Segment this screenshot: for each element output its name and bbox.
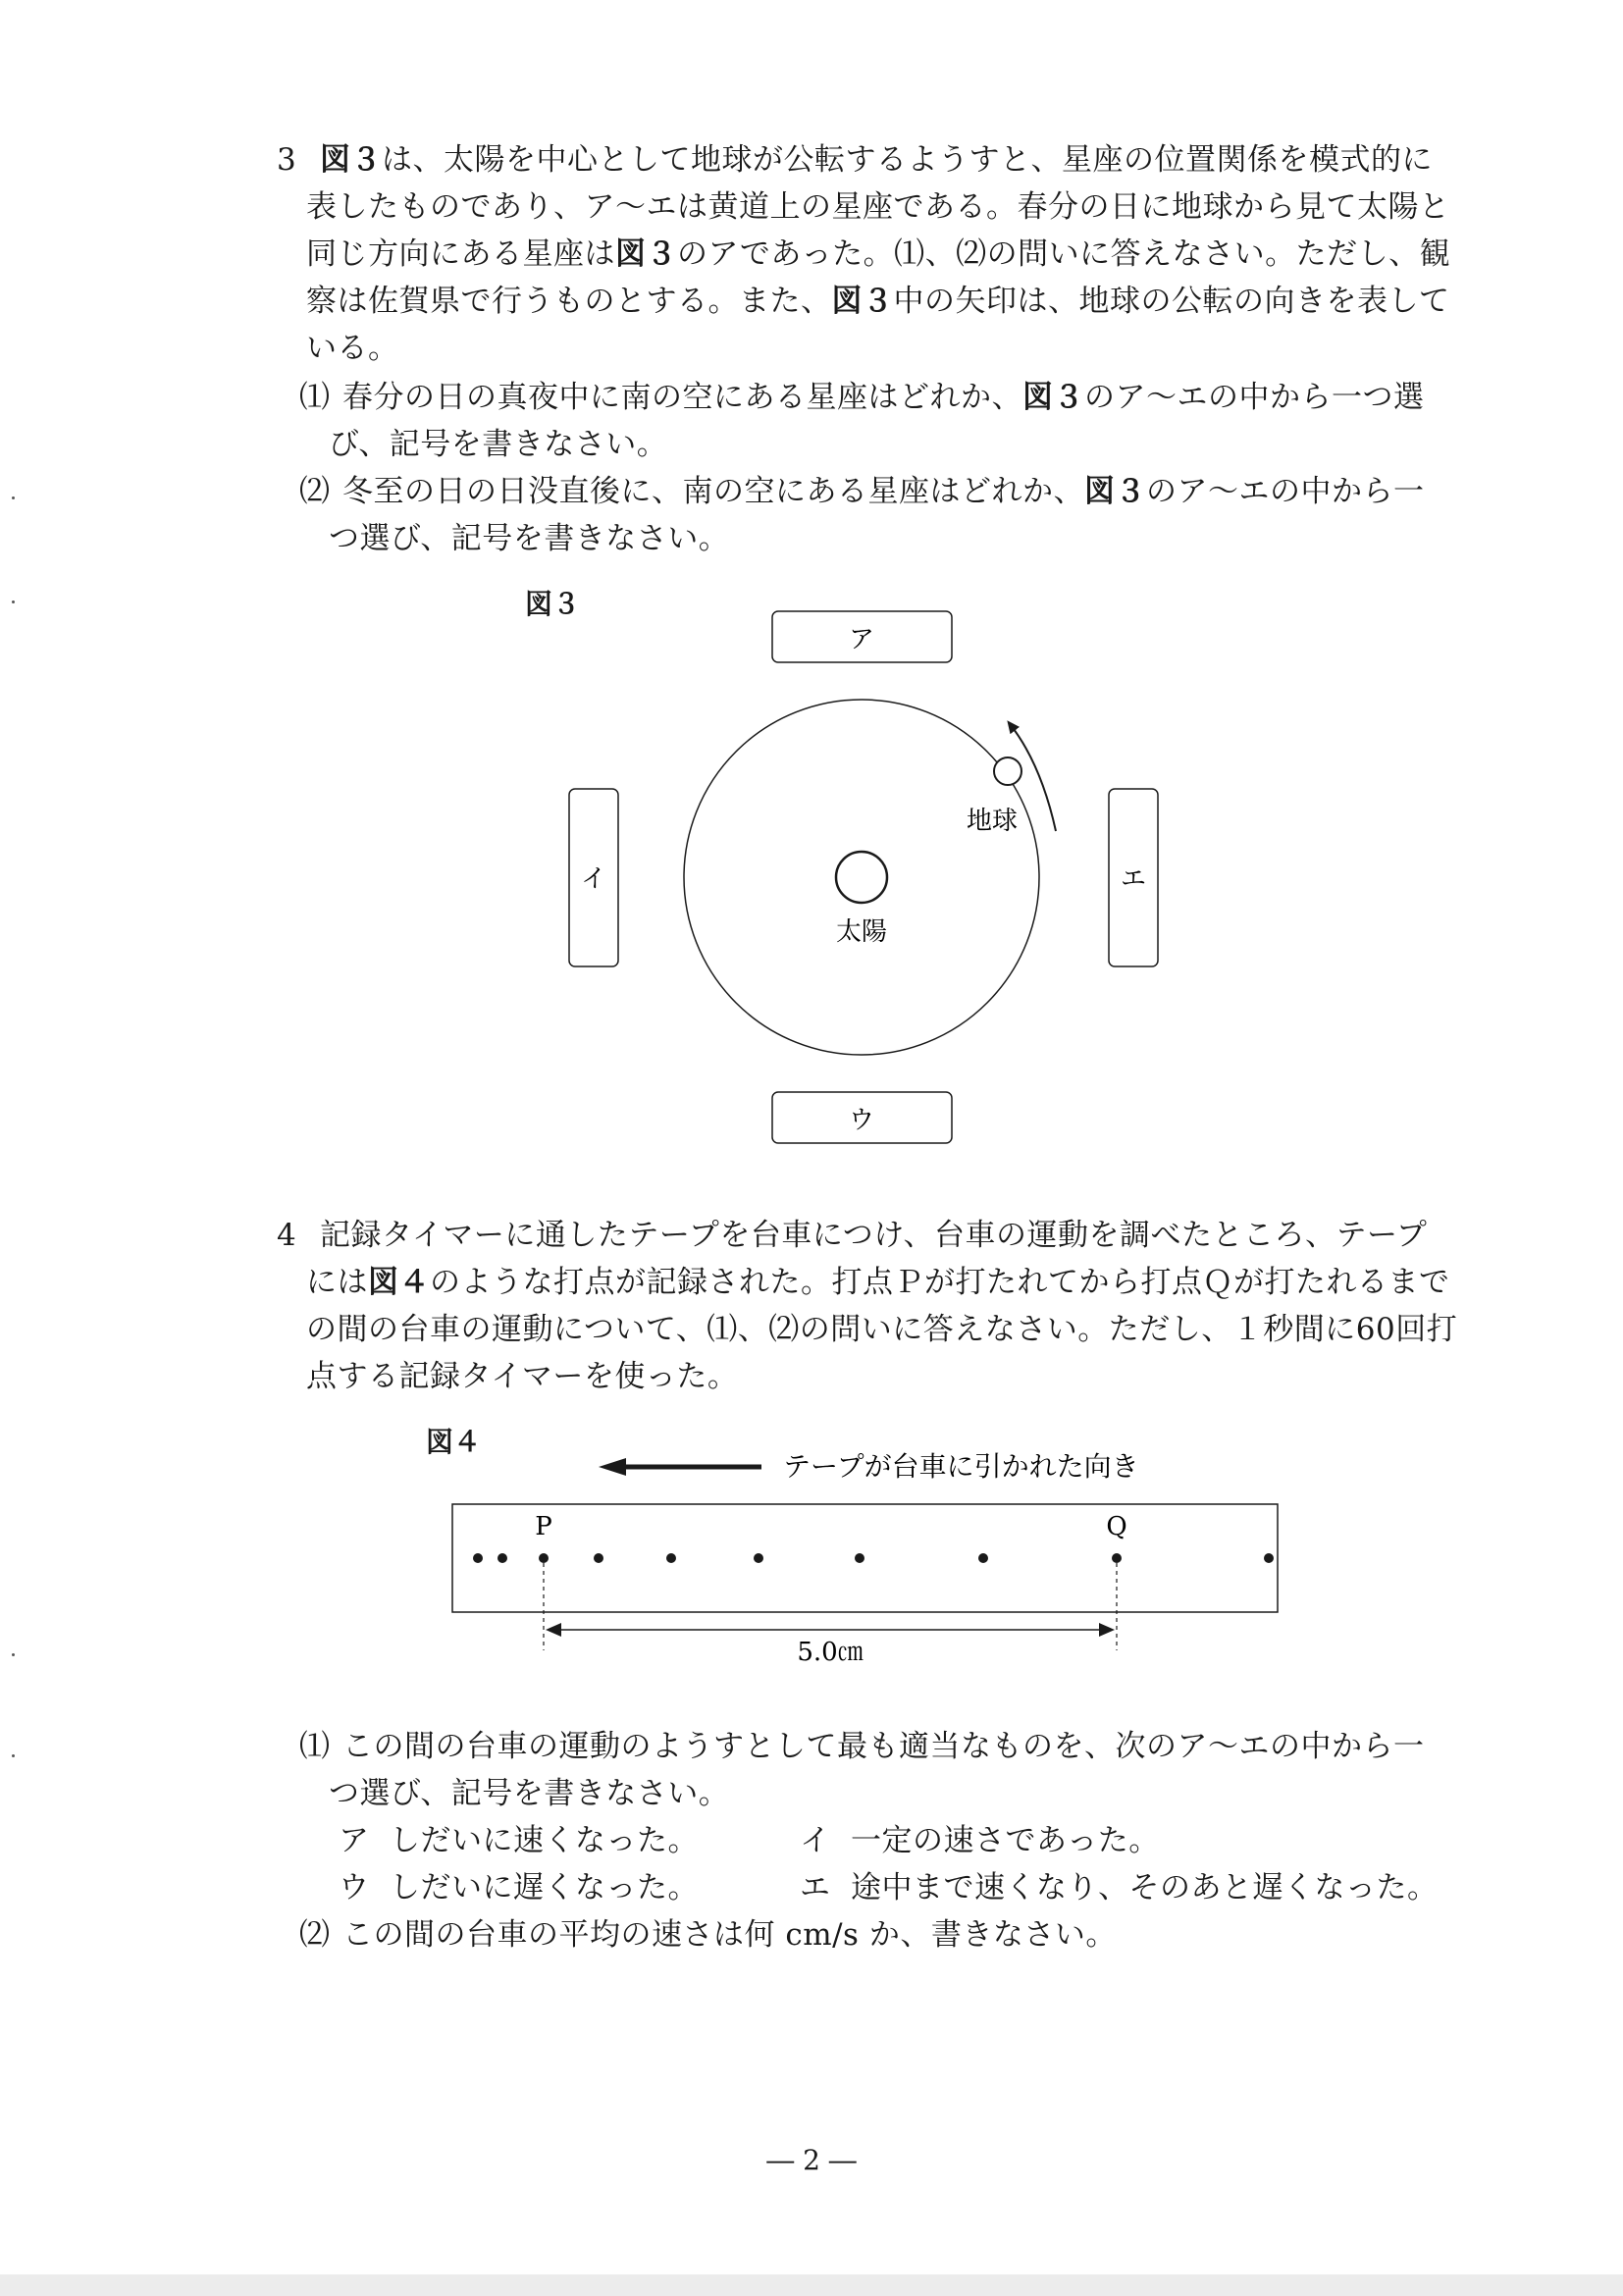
- constellation-u-label: ウ: [848, 1106, 875, 1135]
- choice-row: [339, 1864, 1439, 1911]
- page-number: ― 2 ―: [766, 2144, 857, 2176]
- tape-dot-q: [1112, 1553, 1122, 1563]
- choice-row: [339, 1817, 1439, 1864]
- question-4-text: 4 記録タイマーに通したテープを台車につけ、台車の運動を調べたところ、テープ には図４のような打点が記録された。打点Ｐが打たれてから打点Ｑが打たれるまで の間の台車の運動について、⑴、⑵の問いに答えなさい。ただし、１秒間に60回打 点する記録タイマーを使った。: [277, 1212, 1457, 1400]
- q3-line-4: 察は佐賀県で行うものとする。また、図３中の矢印は、地球の公転の向きを表して: [306, 284, 1450, 319]
- point-q-label: Q: [1106, 1512, 1127, 1541]
- tape-dot: [978, 1553, 988, 1563]
- q3-line-2: 表したものであり、ア～エは黄道上の星座である。春分の日に地球から見て太陽と: [306, 189, 1450, 225]
- question-number: 3: [277, 142, 297, 178]
- figure-ref: 図３: [831, 284, 894, 319]
- earth-label: 地球: [966, 807, 1019, 836]
- constellation-a-label: ア: [848, 625, 875, 654]
- q3-line-3: 同じ方向にある星座は図３のアであった。⑴、⑵の問いに答えなさい。ただし、観: [306, 236, 1451, 272]
- q3-line-1: 3 図３は、太陽を中心として地球が公転するようすと、星座の位置関係を模式的に: [277, 136, 1450, 183]
- figure-ref: 図４: [368, 1265, 430, 1300]
- tape-dot: [666, 1553, 676, 1563]
- sub-question-number: ⑴: [299, 1729, 331, 1764]
- recording-tape: [452, 1504, 1278, 1612]
- figure-4-diagram: [0, 1433, 1623, 1727]
- figure-ref: 図３: [320, 142, 382, 178]
- choice-i: イ 一定の速さであった。: [800, 1823, 1160, 1858]
- q4-choices: [339, 1817, 1439, 1911]
- scan-speck: [12, 496, 15, 499]
- tape-dot: [594, 1553, 603, 1563]
- scan-speck: [12, 1653, 15, 1656]
- figure-3-label: 図３: [525, 588, 581, 620]
- tape-dot: [855, 1553, 864, 1563]
- scan-speck: [12, 600, 15, 603]
- figure-ref: 図３: [615, 236, 677, 272]
- sub-question-number: ⑴: [299, 380, 331, 415]
- question-number: 4: [277, 1218, 297, 1253]
- tape-dot: [497, 1553, 507, 1563]
- earth: [994, 757, 1021, 785]
- scan-speck: [12, 1754, 15, 1757]
- distance-arrowhead-left: [546, 1623, 561, 1637]
- figure-4-label: 図４: [426, 1426, 482, 1458]
- q4-sub-question-2: ⑵ この間の台車の平均の速さは何 cm/s か、書きなさい。: [299, 1911, 1117, 1958]
- distance-arrowhead-right: [1099, 1623, 1115, 1637]
- tape-direction-caption: テープが台車に引かれた向き: [783, 1450, 1139, 1483]
- tape-direction-arrowhead: [599, 1458, 626, 1476]
- choice-a: ア しだいに速くなった。: [339, 1823, 699, 1858]
- distance-label: 5.0㎝: [797, 1638, 864, 1667]
- tape-dot: [473, 1553, 483, 1563]
- tape-dot-p: [539, 1553, 549, 1563]
- figure-ref: 図３: [1084, 474, 1146, 509]
- point-p-label: P: [535, 1512, 552, 1541]
- q3-line-5: いる。: [306, 331, 399, 366]
- constellation-i-label: イ: [580, 864, 607, 894]
- choice-u: ウ しだいに遅くなった。: [339, 1870, 699, 1905]
- q3-sub-question-1: ⑴ 春分の日の真夜中に南の空にある星座はどれか、図３のア～エの中から一つ選 び、記号を書きなさい。: [299, 374, 1425, 468]
- choice-e: エ 途中まで速くなり、そのあと遅くなった。: [800, 1870, 1439, 1905]
- figure-ref: 図３: [1022, 380, 1084, 415]
- sun: [836, 852, 887, 903]
- sub-question-number: ⑵: [299, 1917, 331, 1953]
- tape-dot: [754, 1553, 763, 1563]
- constellation-e-label: エ: [1120, 864, 1147, 894]
- sun-label: 太陽: [835, 917, 888, 947]
- tape-dot: [1264, 1553, 1274, 1563]
- sub-question-number: ⑵: [299, 474, 331, 509]
- q3-sub-question-2: ⑵ 冬至の日の日没直後に、南の空にある星座はどれか、図３のア～エの中から一 つ選び、記号を書きなさい。: [299, 468, 1425, 562]
- q4-sub-question-1: ⑴ この間の台車の運動のようすとして最も適当なものを、次のア～エの中から一 つ選び、記号を書きなさい。: [299, 1723, 1425, 1817]
- scan-bottom-edge: [0, 2274, 1623, 2296]
